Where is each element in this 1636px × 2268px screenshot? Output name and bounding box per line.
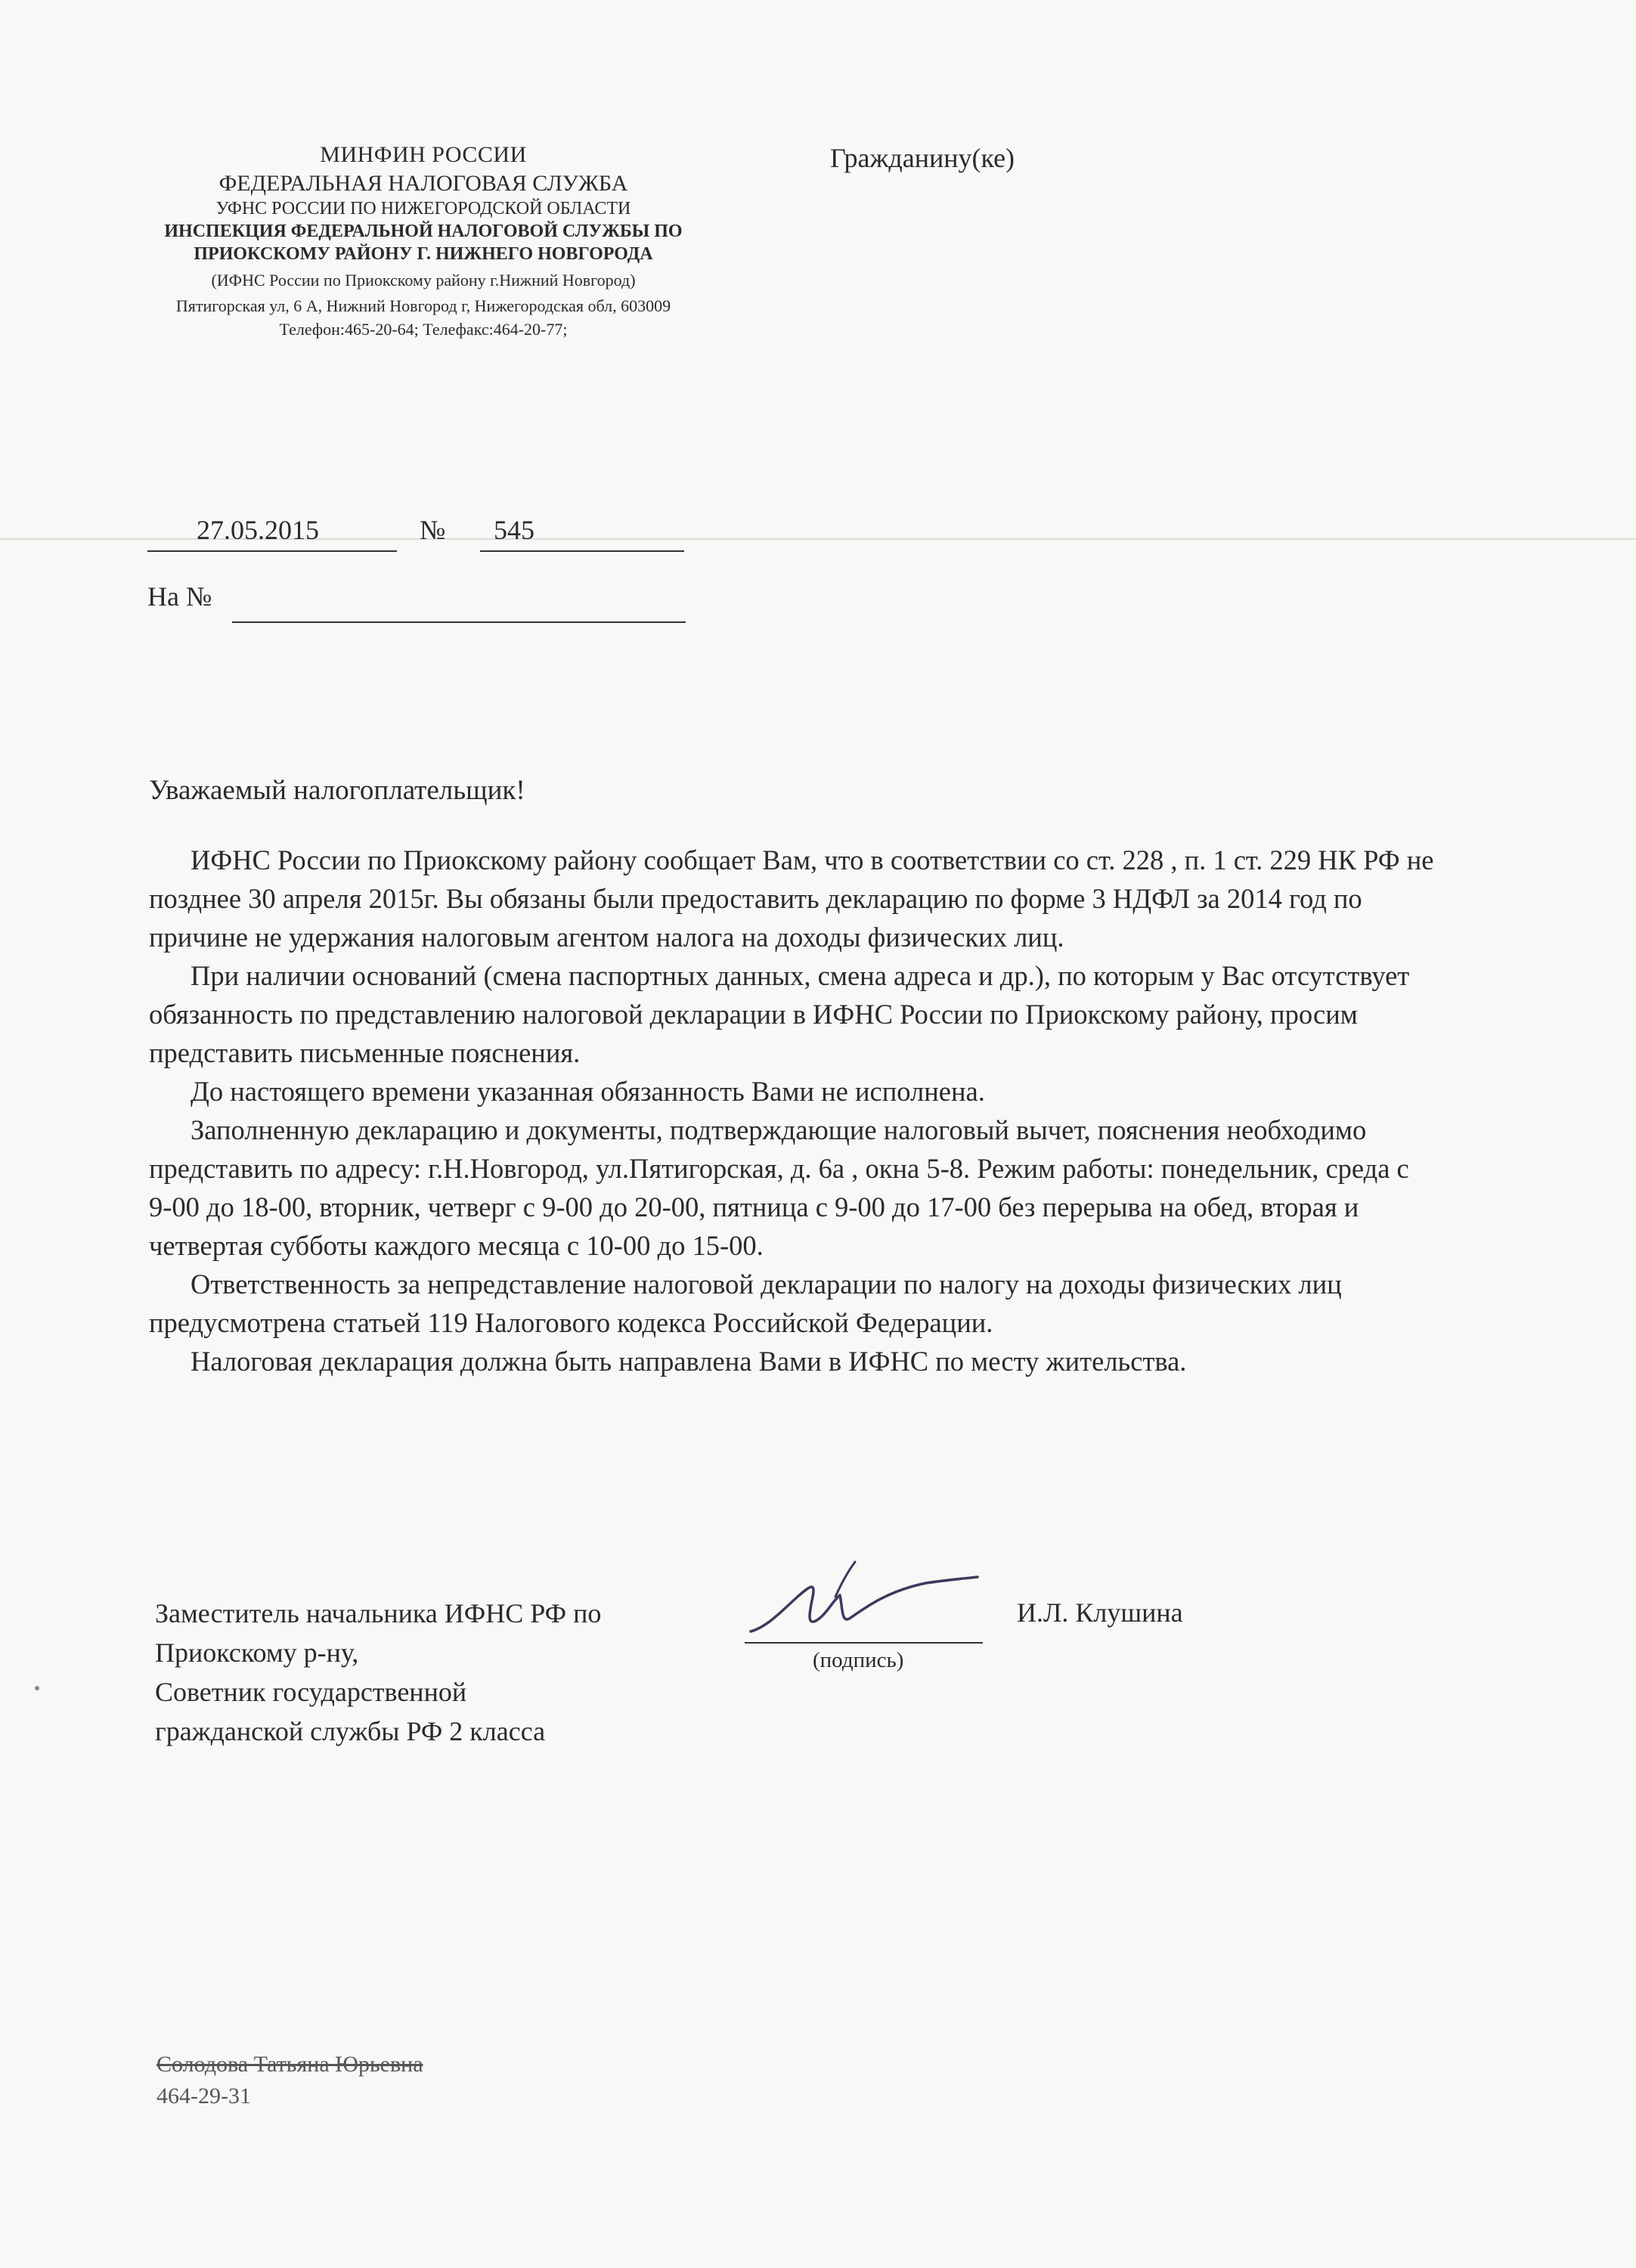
number-underline (480, 550, 684, 552)
ministry-name: МИНФИН РОССИИ (320, 142, 527, 167)
letterhead (136, 141, 711, 340)
signatory-name: И.Л. Клушина (1017, 1597, 1183, 1628)
inspection-address: Пятигорская ул, 6 А, Нижний Новгород г, Нижегородская обл, 603009 (175, 296, 671, 315)
body-paragraph: Заполненную декларацию и документы, подтверждающие налоговый вычет, пояснения необходимо представить по адресу: г.Н.Новгород, ул.Пятигорская, д. 6а , окна 5-8. Режим работы: понедельник, среда с 9-00 до 18-00, вторник, четверг с 9-00 до 20-00, пятница с 9-00 до 17-00 без перерыва на обед, вторая и четвертая субботы каждого месяца с 10-00 до 15-00. (149, 1114, 1409, 1261)
position-line: Советник государственной (155, 1677, 467, 1707)
incoming-reference-label: На № (147, 581, 212, 612)
inspection-name: ИНСПЕКЦИЯ ФЕДЕРАЛЬНОЙ НАЛОГОВОЙ СЛУЖБЫ ПО ПРИОКСКОМУ РАЙОНУ Г. НИЖНЕГО НОВГОРОДА (164, 222, 683, 264)
number-sign: № (420, 515, 446, 545)
body-paragraph: Налоговая декларация должна быть направлена Вами в ИФНС по месту жительства. (191, 1346, 1187, 1377)
executor-name: Солодова Татьяна Юрьевна (156, 2052, 423, 2077)
signature-caption: (подпись) (813, 1648, 904, 1672)
service-name: ФЕДЕРАЛЬНАЯ НАЛОГОВАЯ СЛУЖБА (218, 170, 628, 196)
inspection-short-name: (ИФНС России по Приокскому району г.Нижний Новгород) (211, 271, 636, 290)
handwritten-signature (737, 1542, 979, 1656)
signature-line (745, 1642, 983, 1644)
scan-speck (35, 1686, 39, 1690)
greeting: Уважаемый налогоплательщик! (149, 775, 525, 806)
position-line: Приокскому р-ну, (155, 1637, 359, 1668)
date-underline (147, 550, 397, 552)
incoming-reference (147, 581, 692, 626)
position-line: гражданской службы РФ 2 класса (155, 1716, 546, 1746)
body-paragraph: ИФНС России по Приокскому району сообщает Вам, что в соответствии со ст. 228 , п. 1 ст. 229 НК РФ не позднее 30 апреля 2015г. Вы обязаны были предоставить декларацию по форме 3 НДФЛ за 2014 год по причине не удержания налоговым агентом налога на доходы физических лиц. (149, 844, 1434, 953)
regional-office-name: УФНС РОССИИ ПО НИЖЕГОРОДСКОЙ ОБЛАСТИ (215, 199, 631, 218)
body-paragraph: До настоящего времени указанная обязанность Вами не исполнена. (191, 1076, 985, 1107)
executor-phone: 464-29-31 (156, 2084, 251, 2108)
inspection-phone: Телефон:465-20-64; Телефакс:464-20-77; (279, 320, 568, 339)
recipient: Гражданину(ке) (830, 143, 1015, 173)
outgoing-registration (147, 514, 692, 559)
body-paragraph: Ответственность за непредставление налоговой декларации по налогу на доходы физических лиц предусмотрена статьей 119 Налогового кодекса Российской Федерации. (149, 1269, 1342, 1338)
letter-number: 545 (494, 515, 534, 545)
position-line: Заместитель начальника ИФНС РФ по (155, 1598, 602, 1628)
letter-body (149, 841, 1434, 1380)
signatory-position (155, 1594, 601, 1751)
letter-date: 27.05.2015 (197, 515, 319, 545)
incoming-reference-underline (232, 621, 686, 623)
executor (156, 2049, 423, 2112)
body-paragraph: При наличии оснований (смена паспортных данных, смена адреса и др.), по которым у Вас отсутствует обязанность по представлению налоговой декларации в ИФНС России по Приокскому району, просим представить письменные пояснения. (149, 960, 1410, 1068)
